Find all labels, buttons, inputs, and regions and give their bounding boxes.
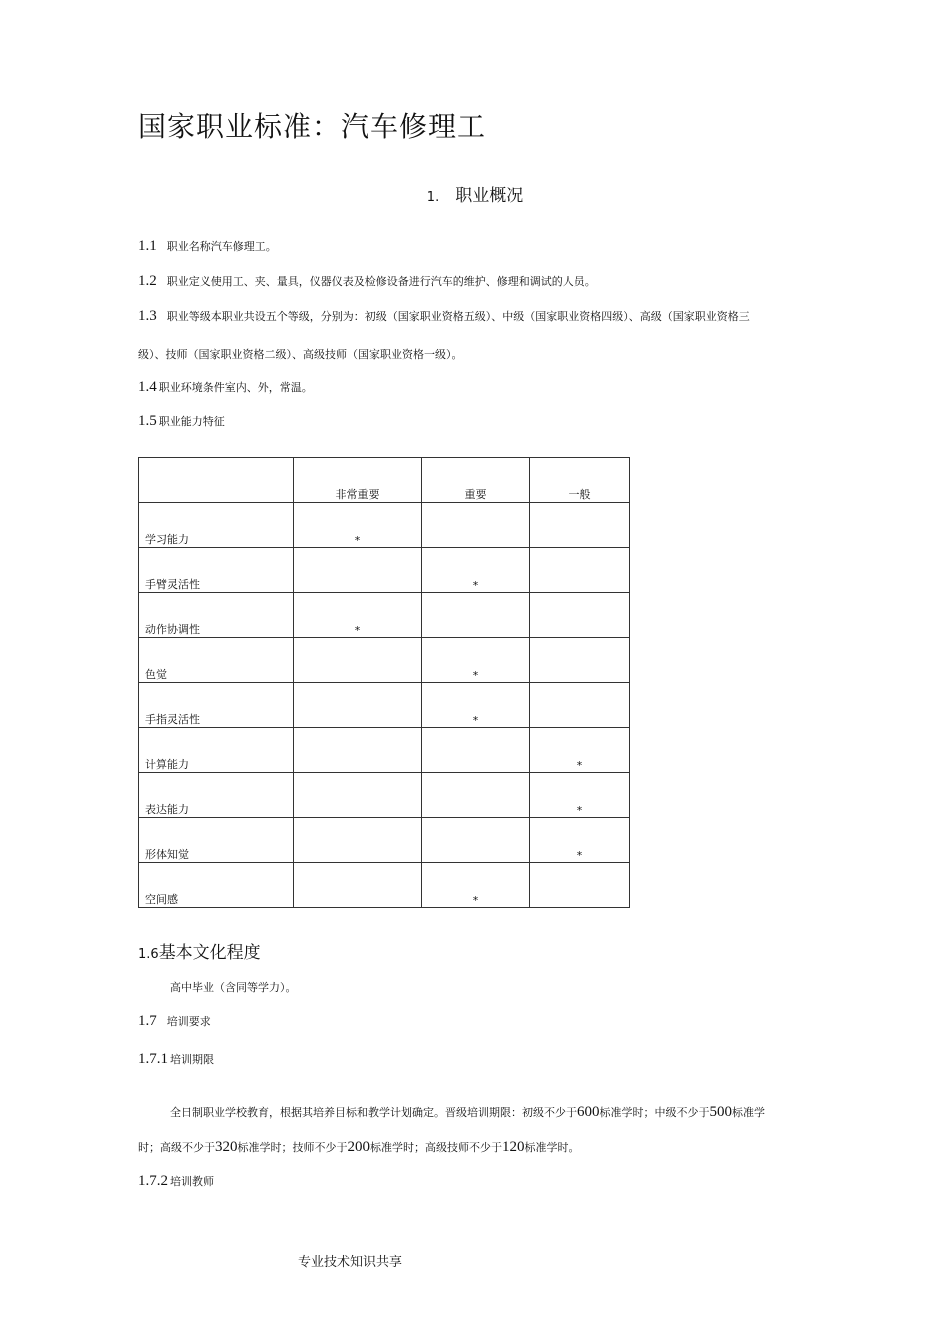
row-label: 手臂灵活性 bbox=[139, 548, 294, 593]
mark-important: * bbox=[422, 863, 530, 908]
item-number: 1.4 bbox=[138, 379, 157, 395]
training-duration-line-1 bbox=[170, 1104, 765, 1121]
item-label: 培训要求 bbox=[166, 1015, 211, 1028]
item-number: 1.5 bbox=[138, 413, 157, 429]
item-label: 培训期限 bbox=[170, 1053, 214, 1066]
item-1-3 bbox=[138, 308, 750, 325]
mark-important bbox=[422, 503, 530, 548]
text-run: 时；高级不少于 bbox=[138, 1141, 215, 1154]
section-label: 职业概况 bbox=[455, 186, 524, 206]
table-row bbox=[139, 683, 630, 728]
item-1-5 bbox=[138, 413, 225, 430]
section-1-6-body: 高中毕业（含同等学力）。 bbox=[170, 981, 297, 994]
item-text: 职业定义使用工、夹、量具，仪器仪表及检修设备进行汽车的维护、修理和调试的人员。 bbox=[166, 275, 596, 288]
text-run: 标准学时；高级技师不少于 bbox=[370, 1141, 502, 1154]
table-row bbox=[139, 728, 630, 773]
mark-very-important bbox=[294, 548, 422, 593]
item-text: 职业环境条件室内、外，常温。 bbox=[158, 381, 313, 394]
mark-important: * bbox=[422, 638, 530, 683]
document-title: 国家职业标准：汽车修理工 bbox=[138, 110, 487, 143]
item-1-4 bbox=[138, 379, 313, 396]
table-row bbox=[139, 818, 630, 863]
section-heading-1 bbox=[0, 181, 950, 206]
hours-number: 600 bbox=[577, 1104, 600, 1120]
training-duration-line-2 bbox=[138, 1139, 580, 1156]
table-header-cell bbox=[139, 458, 294, 503]
mark-very-important bbox=[294, 818, 422, 863]
section-1-6-heading bbox=[138, 938, 261, 963]
row-label: 形体知觉 bbox=[139, 818, 294, 863]
mark-general bbox=[530, 863, 630, 908]
item-1-3-continued: 级）、技师（国家职业资格二级）、高级技师（国家职业资格一级）。 bbox=[138, 348, 463, 361]
mark-very-important bbox=[294, 683, 422, 728]
mark-important bbox=[422, 728, 530, 773]
mark-important: * bbox=[422, 548, 530, 593]
mark-important: * bbox=[422, 683, 530, 728]
row-label: 学习能力 bbox=[139, 503, 294, 548]
text-run: 标准学时。 bbox=[524, 1141, 580, 1154]
row-label: 空间感 bbox=[139, 863, 294, 908]
hours-number: 320 bbox=[215, 1139, 238, 1155]
text-run: 标准学时；技师不少于 bbox=[237, 1141, 348, 1154]
table-row bbox=[139, 773, 630, 818]
item-1-1 bbox=[138, 238, 277, 255]
table-header-cell: 非常重要 bbox=[294, 458, 422, 503]
text-run: 标准学 bbox=[732, 1106, 765, 1119]
mark-general bbox=[530, 638, 630, 683]
table-row bbox=[139, 638, 630, 683]
mark-important bbox=[422, 593, 530, 638]
mark-very-important: * bbox=[294, 593, 422, 638]
table-header-row bbox=[139, 458, 630, 503]
mark-general bbox=[530, 548, 630, 593]
text-run: 标准学时；中级不少于 bbox=[599, 1106, 710, 1119]
hours-number: 200 bbox=[347, 1139, 370, 1155]
page-footer: 专业技术知识共享 bbox=[297, 1255, 402, 1270]
mark-important bbox=[422, 773, 530, 818]
row-label: 手指灵活性 bbox=[139, 683, 294, 728]
mark-very-important bbox=[294, 773, 422, 818]
item-label: 基本文化程度 bbox=[158, 943, 261, 963]
row-label: 色觉 bbox=[139, 638, 294, 683]
item-text: 职业能力特征 bbox=[158, 415, 225, 428]
table-row bbox=[139, 593, 630, 638]
row-label: 动作协调性 bbox=[139, 593, 294, 638]
hours-number: 500 bbox=[709, 1104, 732, 1120]
item-label: 培训教师 bbox=[170, 1175, 214, 1188]
table-row bbox=[139, 863, 630, 908]
mark-general: * bbox=[530, 728, 630, 773]
mark-important bbox=[422, 818, 530, 863]
hours-number: 120 bbox=[502, 1139, 525, 1155]
section-1-7-1-heading bbox=[138, 1051, 214, 1068]
item-text: 职业名称汽车修理工。 bbox=[166, 240, 277, 253]
item-text: 职业等级本职业共设五个等级，分别为：初级（国家职业资格五级）、中级（国家职业资格四级）、高级（国家职业资格三 bbox=[166, 310, 750, 323]
mark-very-important bbox=[294, 728, 422, 773]
row-label: 计算能力 bbox=[139, 728, 294, 773]
mark-general bbox=[530, 503, 630, 548]
section-number: 1. bbox=[426, 190, 440, 205]
item-number: 1.2 bbox=[138, 273, 157, 289]
item-number: 1.7.1 bbox=[138, 1051, 168, 1067]
item-number: 1.3 bbox=[138, 308, 157, 324]
item-1-2 bbox=[138, 273, 596, 290]
item-number: 1.6 bbox=[138, 947, 159, 962]
section-1-7-2-heading bbox=[138, 1173, 214, 1190]
item-number: 1.1 bbox=[138, 238, 157, 254]
item-number: 1.7.2 bbox=[138, 1173, 168, 1189]
mark-general bbox=[530, 683, 630, 728]
mark-general: * bbox=[530, 773, 630, 818]
table-row bbox=[139, 503, 630, 548]
section-1-7-heading bbox=[138, 1013, 211, 1030]
table-header-cell: 重要 bbox=[422, 458, 530, 503]
mark-very-important bbox=[294, 863, 422, 908]
ability-table bbox=[138, 457, 630, 908]
text-run: 全日制职业学校教育，根据其培养目标和教学计划确定。晋级培训期限：初级不少于 bbox=[170, 1106, 577, 1119]
mark-very-important bbox=[294, 638, 422, 683]
mark-very-important: * bbox=[294, 503, 422, 548]
table-row bbox=[139, 548, 630, 593]
mark-general: * bbox=[530, 818, 630, 863]
row-label: 表达能力 bbox=[139, 773, 294, 818]
table-header-cell: 一般 bbox=[530, 458, 630, 503]
item-number: 1.7 bbox=[138, 1013, 157, 1029]
mark-general bbox=[530, 593, 630, 638]
